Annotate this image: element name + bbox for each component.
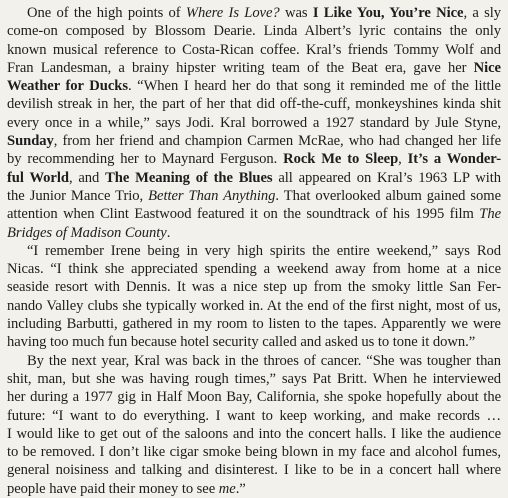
- song-title: It’s a Wonder-: [407, 151, 502, 168]
- text-run: to be removed. I don’t like cigar smoke being blown in my face and alcohol fumes,: [7, 444, 501, 461]
- song-title: Rock Me to Sleep: [283, 151, 399, 168]
- text-run: shit, man, but she was having rough times,” says Pat Britt. When he interviewed: [7, 370, 501, 387]
- text-line: [7, 132, 501, 150]
- song-title: Sunday: [7, 133, 54, 150]
- text-run: I would like to get out of the saloons and into the concert halls. I like the audience: [7, 425, 501, 442]
- song-title: Nice: [473, 59, 501, 76]
- text-line: [7, 41, 501, 59]
- paragraph: [7, 242, 501, 352]
- text-line: [7, 59, 501, 77]
- text-line: [7, 388, 501, 406]
- text-run: .: [166, 224, 171, 241]
- text-line: [7, 278, 501, 296]
- text-run: was: [279, 5, 313, 21]
- text-line: [7, 407, 501, 425]
- text-line: [7, 224, 501, 242]
- text-line: [7, 205, 501, 223]
- italic-title: The: [479, 206, 501, 223]
- text-run: , a sly: [463, 5, 501, 21]
- text-line: [7, 169, 501, 187]
- text-run: the Junior Mance Trio,: [7, 187, 149, 204]
- song-title: I Like You, You’re Nice: [312, 5, 464, 21]
- text-run: including Barbutti, gathered in my room to listen to the tapes. Apparently we were: [7, 316, 501, 333]
- text-run: nando Valley clubs she typically worked in. At the end of the first night, most of us,: [7, 297, 501, 314]
- text-run: . That overlooked album gained some: [275, 187, 501, 204]
- text-line: [7, 352, 501, 370]
- text-run: seaside resort with Dennis. It was a nice step up from the smoky little San Fer-: [7, 279, 501, 296]
- text-run: all appeared on Kral’s 1963 LP with: [272, 169, 501, 186]
- text-line: [7, 95, 501, 113]
- text-run: “I remember Irene being in very high spirits the entire weekend,” says Rod: [27, 242, 501, 259]
- text-run: people have paid their money to see: [7, 480, 219, 497]
- text-run: attention when Clint Eastwood featured it on the soundtrack of his 1995 film: [7, 206, 480, 223]
- text-run: By the next year, Kral was back in the throes of cancer. “She was tougher than: [27, 352, 501, 369]
- text-run: known musical reference to Costa-Rican coffee. Kral’s friends Tommy Wolf and: [7, 41, 501, 58]
- text-run: . “When I heard her do that song it reminded me of the little: [127, 78, 501, 95]
- text-run: general noisiness and talking and disinterest. I like to be in a concert hall where: [7, 462, 501, 479]
- text-line: [7, 425, 501, 443]
- text-line: [7, 315, 501, 333]
- text-run: by recommending her to Maynard Ferguson.: [7, 151, 284, 168]
- text-line: [7, 4, 501, 22]
- text-line: [7, 22, 501, 40]
- text-line: [7, 333, 501, 351]
- text-line: [7, 443, 501, 461]
- body-text: [7, 4, 501, 498]
- text-line: [7, 114, 501, 132]
- text-line: [7, 242, 501, 260]
- text-line: [7, 150, 501, 168]
- text-line: [7, 297, 501, 315]
- italic-title: Better Than Anything: [148, 187, 276, 204]
- text-line: [7, 461, 501, 479]
- text-run: having too much fun because hotel security called and asked us to tone it down.”: [7, 334, 476, 351]
- text-run: ,: [398, 151, 408, 168]
- text-line: [7, 187, 501, 205]
- text-run: , from her friend and champion Carmen McRae, who had changed her life: [53, 133, 501, 150]
- paragraph: [7, 4, 501, 242]
- text-line: [7, 370, 501, 388]
- text-run: come-on composed by Blossom Dearie. Linda Albert’s lyric contains the only: [7, 23, 501, 40]
- text-line: [7, 480, 501, 498]
- text-line: [7, 77, 501, 95]
- text-run: Nicas. “I think she appreciated spending a weekend away from home at a nice: [7, 261, 501, 278]
- song-title: Weather for Ducks: [7, 78, 128, 95]
- text-run: devilish streak in her, the part of her that did off-the-cuff, monkeyshines kinda shit: [7, 96, 501, 113]
- text-run: future: “I want to do everything. I want to keep working, and make records …: [7, 407, 501, 424]
- song-title: The Meaning of the Blues: [105, 169, 273, 186]
- text-run: every once in a while,” says Jodi. Kral borrowed a 1927 standard by Jule Styne,: [7, 114, 501, 131]
- paragraph: [7, 352, 501, 498]
- italic-title: Bridges of Madison County: [7, 224, 167, 241]
- italic-title: me: [218, 480, 236, 497]
- italic-title: Where Is Love?: [185, 5, 280, 21]
- text-run: One of the high points of: [27, 5, 186, 21]
- song-title: ful World: [7, 169, 69, 186]
- text-run: Fran Landesman, a brainy hipster writing team of the Beat era, gave her: [7, 59, 474, 76]
- text-run: , and: [68, 169, 106, 186]
- text-line: [7, 260, 501, 278]
- text-run: .”: [235, 480, 246, 497]
- text-run: her during a 1977 gig in Half Moon Bay, California, she spoke hopefully about the: [7, 389, 501, 406]
